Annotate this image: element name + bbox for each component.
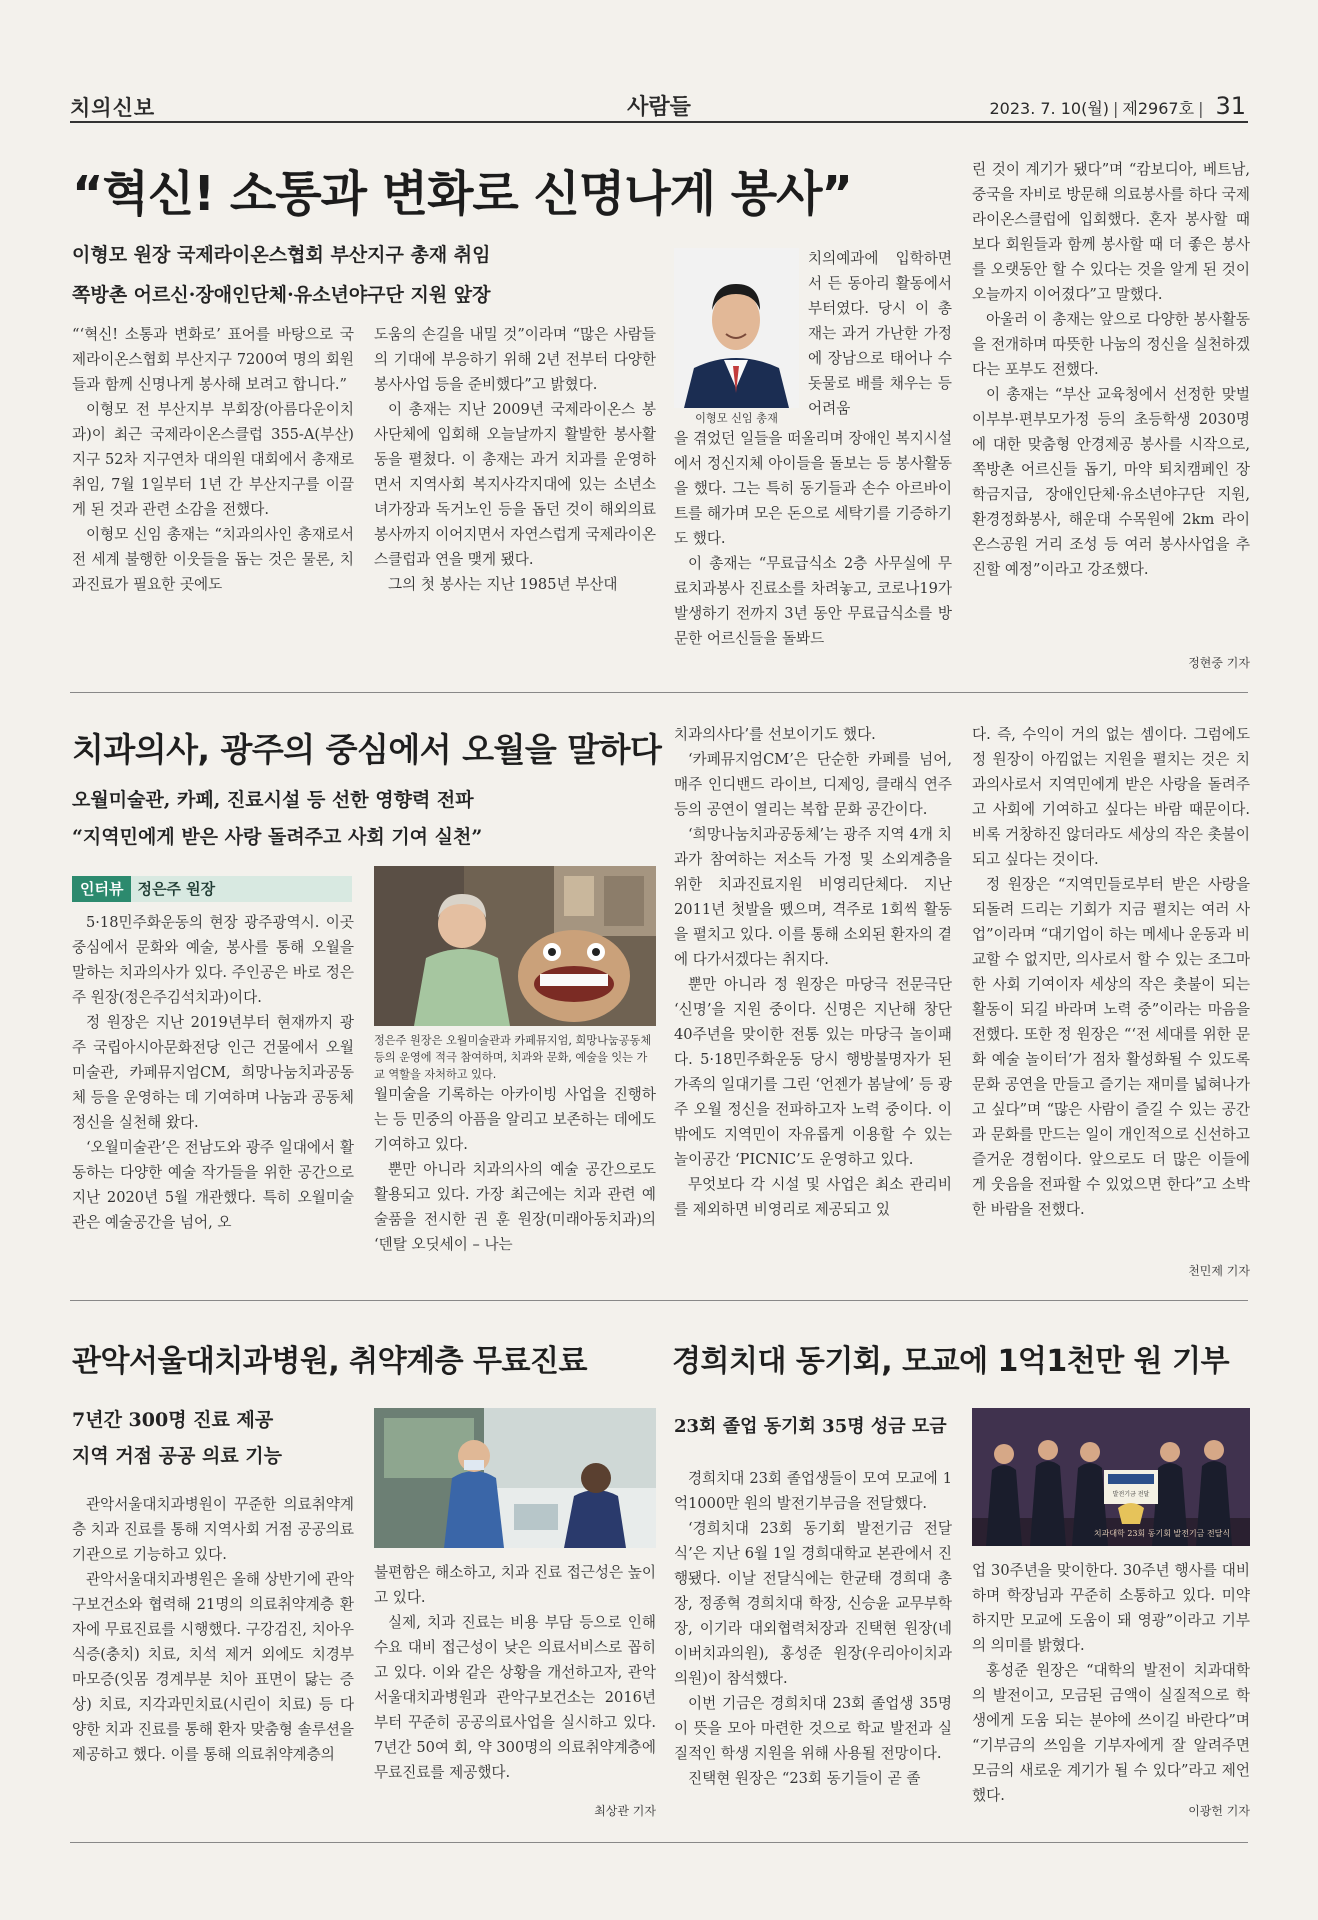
interview-tag (72, 876, 352, 902)
article2-col2: 월미술을 기록하는 아카이빙 사업을 진행하는 등 민중의 아픔을 알리고 보존하는 데에도 기여하고 있다. 뿐만 아니라 치과의사의 예술 공간으로도 활용되고 있다. 가장 최근에는 치과 관련 예술품을 전시한 권 훈 원장(미래아동치과)의 ‘덴탈 오딧세이 – 나는 (374, 1086, 656, 1253)
article4-col1: 경희치대 23회 졸업생들이 모여 모교에 1억1000만 원의 발전기부금을 전달했다. ‘경희치대 23회 동기회 발전기금 전달식’은 지난 6월 1일 경희대학교 본관에서 진행됐다. 이날 전달식에는 한균태 경희대 총장, 정종혁 경희치대 학장, 신승윤 교무부학장, 이기라 대외협력처장과 진택현 원장(네이버치과의원), 홍성준 원장(우리아이치과의원)이 참석했다. 이번 기금은 경희치대 23회 졸업생 35명이 뜻을 모아 마련한 것으로 학교 발전과 실질적인 학생 지원을 위해 사용될 전망이다. 진택현 원장은 “23회 동기들이 곧 졸 (674, 1470, 952, 1787)
clinic-photo-illustration (374, 1408, 656, 1548)
article2-col4: 다. 즉, 수익이 거의 없는 셈이다. 그럼에도 정 원장이 아낌없는 지원을 펼치는 것은 치과의사로서 지역민에게 받은 사랑을 돌려주고 사회에 기여하고 싶다는 바람 때문이다. 비록 거창하진 않더라도 세상의 작은 촛불이 되고 싶다는 것이다. 정 원장은 “지역민들로부터 받은 사랑을 되돌려 드리는 기회가 지금 펼치는 여러 사업”이라며 “대기업이 하는 메세나 운동과 비교할 수 없지만, 의사로서 할 수 있는 조그마한 사회 기여이자 세상의 작은 촛불이 되는 활동이 되길 바라며 노력 중”이라는 마음을 전했다. 또한 정 원장은 “‘전 세대를 위한 문화 예술 놀이터’가 점차 활성화될 수 있도록 문화 공연을 만들고 즐기는 재미를 넓혀나가고 싶다”며 “많은 사람이 즐길 수 있는 공간과 문화를 만드는 일이 개인적으로 신선하고 즐거운 경험이다. 앞으로도 더 많은 이들에게 웃음을 전파할 수 있었으면 한다”고 소박한 바람을 전했다. (972, 726, 1250, 1218)
article2-subtitle2: “지역민에게 받은 사랑 돌려주고 사회 기여 실천” (72, 826, 483, 848)
ceremony-photo-illustration (972, 1408, 1250, 1546)
article1-col3-top: 치의예과에 입학하면서 든 동아리 활동에서부터였다. 당시 이 총재는 과거 가난한 가정에 장남으로 태어나 수돗물로 배를 채우는 등 어려움 (808, 250, 952, 417)
portrait-illustration (674, 248, 799, 408)
article1-byline: 정현중 기자 (1188, 656, 1250, 670)
article4-byline: 이광헌 기자 (1188, 1804, 1250, 1818)
paper-name: 치의신보 (70, 96, 156, 120)
article2-title: 치과의사, 광주의 중심에서 오월을 말하다 (72, 730, 662, 769)
section-rule-1 (70, 692, 1248, 693)
article4-col2: 업 30주년을 맞이한다. 30주년 행사를 대비하며 학장님과 꾸준히 소통하고 있다. 미약하지만 모교에 도움이 돼 영광”이라고 기부의 의미를 밝혔다. 홍성준 원장은 “대학의 발전이 치과대학의 발전이고, 모금된 금액이 실질적으로 학생에게 도움 되는 분야에 쓰이길 바란다”며 “기부금의 쓰임을 기부자에게 잘 알려주면 모금의 새로운 계기가 될 수 있다”라고 제언했다. (972, 1562, 1250, 1804)
article1-portrait-photo (674, 248, 799, 408)
article1-col4: 린 것이 계기가 됐다”며 “캄보디아, 베트남, 중국을 자비로 방문해 의료봉사를 하다 국제라이온스클럽에 입회했다. 혼자 봉사할 때 보다 회원들과 함께 봉사할 때 더 좋은 봉사를 오랫동안 할 수 있다는 것을 알게 된 것이 오늘까지 이어졌다”고 말했다. 아울러 이 총재는 앞으로 다양한 봉사활동을 전개하며 따뜻한 나눔의 정신을 실천하겠다는 포부도 전했다. 이 총재는 “부산 교육청에서 선정한 맞벌이부부·편부모가정 등의 초등학생 2030명에 대한 맞춤형 안경제공 봉사를 시작으로, 쪽방촌 어르신들 돕기, 마약 퇴치캠페인 장학금지급, 장애인단체·유소년야구단 지원, 환경정화봉사, 해운대 수목원에 2km 라이온스공원 거리 조성 등 여러 봉사사업을 추진할 예정”이라고 강조했다. (972, 161, 1250, 578)
interview-label: 인터뷰 (72, 876, 131, 902)
article2-photo-caption: 정은주 원장은 오월미술관과 카페뮤지엄, 희망나눔공동체 등의 운영에 적극 참여하며, 치과와 문화, 예술을 잇는 가교 역할을 자처하고 있다. (374, 1034, 652, 1081)
issue-info: 2023. 7. 10(월) | 제2967호 | 31 (989, 92, 1246, 120)
article3-col1: 관악서울대치과병원이 꾸준한 의료취약계층 치과 진료를 통해 지역사회 거점 공공의료기관으로 기능하고 있다. 관악서울대치과병원은 올해 상반기에 관악구보건소와 협력해 21명의 의료취약계층 환자에 무료진료를 시행했다. 구강검진, 치아우식증(충치) 치료, 치석 제거 외에도 치경부 마모증(잇몸 경계부분 치아 표면이 닳는 증상) 치료, 지각과민치료(시린이 치료) 등 다양한 치과 진료를 통해 환자 맞춤형 솔루션을 제공하고 했다. 이를 통해 의료취약계층의 (72, 1496, 354, 1763)
article1-subtitle2: 쪽방촌 어르신·장애인단체·유소년야구단 지원 앞장 (72, 284, 491, 306)
interviewee-name: 정은주 원장 (137, 880, 216, 898)
article1-title: “혁신! 소통과 변화로 신명나게 봉사” (72, 166, 852, 222)
article2-photo (374, 866, 656, 1026)
footer-rule (70, 1842, 1248, 1843)
section-rule-2 (70, 1300, 1248, 1301)
article3-photo (374, 1408, 656, 1548)
article3-col2: 불편함은 해소하고, 치과 진료 접근성은 높이고 있다. 실제, 치과 진료는 비용 부담 등으로 인해 수요 대비 접근성이 낮은 의료서비스로 꼽히고 있다. 이와 같은 상황을 개선하고자, 관악서울대치과병원과 관악구보건소는 2016년부터 꾸준히 공공의료사업을 실시하고 있다. 7년간 50여 회, 약 300명의 의료취약계층에 무료진료를 제공했다. (374, 1564, 656, 1781)
article2-col1: 5·18민주화운동의 현장 광주광역시. 이곳 중심에서 문화와 예술, 봉사를 통해 오월을 말하는 치과의사가 있다. 주인공은 바로 정은주 원장(정은주김석치과)이다. 정 원장은 지난 2019년부터 현재까지 광주 국립아시아문화전당 인근 건물에서 오월미술관, 카페뮤지엄CM, 희망나눔치과공동체 등을 운영하는 데 기여하며 나눔과 공동체 정신을 실천해 왔다. ‘오월미술관’은 전남도와 광주 일대에서 활동하는 다양한 예술 작가들을 위한 공간으로 지난 2020년 5월 개관했다. 특히 오월미술관은 예술공간을 넘어, 오 (72, 914, 354, 1231)
article1-col3: 을 겪었던 일들을 떠올리며 장애인 복지시설에서 정신지체 아이들을 돌보는 등 봉사활동을 했다. 그는 특히 동기들과 손수 아르바이트를 해가며 모은 돈으로 세탁기를 기증하기도 했다. 이 총재는 “무료급식소 2층 사무실에 무료치과봉사 진료소를 차려놓고, 코로나19가 발생하기 전까지 3년 동안 무료급식소를 방문한 어르신들을 돌봐드 (674, 430, 952, 647)
article3-title: 관악서울대치과병원, 취약계층 무료진료 (72, 1344, 587, 1379)
article2-byline: 천민제 기자 (1188, 1264, 1250, 1278)
section-name: 사람들 (627, 95, 691, 120)
page-number: 31 (1215, 92, 1246, 120)
issue-number: 제2967호 (1122, 99, 1195, 118)
article1-col2: 도움의 손길을 내밀 것”이라며 “많은 사람들의 기대에 부응하기 위해 2년 전부터 다양한 봉사사업 등을 준비했다”고 밝혔다. 이 총재는 지난 2009년 국제라이온스 봉사단체에 입회해 오늘날까지 활발한 봉사활동을 펼쳤다. 이 총재는 과거 치과를 운영하면서 지역사회 복지사각지대에 있는 소년소녀가장과 독거노인 등을 돕던 것이 해외의료봉사까지 이어지면서 자연스럽게 국제라이온스클럽과 연을 맺게 됐다. 그의 첫 봉사는 지난 1985년 부산대 (374, 326, 656, 593)
issue-date: 2023. 7. 10(월) (989, 99, 1110, 118)
article3-subtitle1: 7년간 300명 진료 제공 (72, 1409, 274, 1431)
article1-col1: “‘혁신! 소통과 변화로’ 표어를 바탕으로 국제라이온스협회 부산지구 7200여 명의 회원들과 함께 신명나게 봉사해 보려고 합니다.” 이형모 전 부산지부 부회장(아름다운이치과)이 최근 국제라이온스클럽 355-A(부산)지구 52차 지구연차 대의원 대회에서 총재로 취임, 7월 1일부터 1년 간 부산지구를 이끌게 된 것과 관련 소감을 전했다. 이형모 신임 총재는 “치과의사인 총재로서 전 세계 불행한 이웃들을 돕는 것은 물론, 치과진료가 필요한 곳에도 (72, 326, 354, 593)
article4-photo (972, 1408, 1250, 1546)
header-rule (70, 121, 1248, 123)
article3-subtitle2: 지역 거점 공공 의료 기능 (72, 1445, 282, 1467)
article1-photo-caption: 이형모 신임 총재 (695, 412, 778, 425)
article3-byline: 최상관 기자 (594, 1804, 656, 1818)
article4-subtitle: 23회 졸업 동기회 35명 성금 모금 (674, 1416, 947, 1437)
article1-subtitle1: 이형모 원장 국제라이온스협회 부산지구 총재 취임 (72, 244, 491, 266)
article2-subtitle1: 오월미술관, 카페, 진료시설 등 선한 영향력 전파 (72, 789, 474, 811)
article4-title: 경희치대 동기회, 모교에 1억1천만 원 기부 (672, 1344, 1230, 1379)
article2-col3: 치과의사다’를 선보이기도 했다. ‘카페뮤지엄CM’은 단순한 카페를 넘어, 매주 인디밴드 라이브, 디제잉, 클래식 연주 등의 공연이 열리는 복합 문화 공간이다. ‘희망나눔치과공동체’는 광주 지역 4개 치과가 참여하는 저소득 가정 및 소외계층을 위한 치과진료지원 비영리단체다. 지난 2011년 첫발을 뗐으며, 격주로 1회씩 활동을 펼치고 있다. 이를 통해 소외된 환자의 곁에 다가서겠다는 취지다. 뿐만 아니라 정 원장은 마당극 전문극단 ‘신명’을 지원 중이다. 신명은 지난해 창단 40주년을 맞이한 전통 있는 마당극 놀이패다. 5·18민주화운동 당시 행방불명자가 된 가족의 일대기를 그린 ‘언젠가 봄날에’ 등 광주 오월 정신을 전파하고자 노력 중이다. 이 밖에도 지역민이 자유롭게 이용할 수 있는 놀이공간 ‘PICNIC’도 운영하고 있다. 무엇보다 각 시설 및 사업은 최소 관리비를 제외하면 비영리로 제공되고 있 (674, 726, 952, 1218)
banner-text: 치과대학 23회 동기회 발전기금 전달식 (1093, 1529, 1231, 1538)
board-text: 발전기금 전달 (1112, 1491, 1150, 1498)
photo-illustration (374, 866, 656, 1026)
